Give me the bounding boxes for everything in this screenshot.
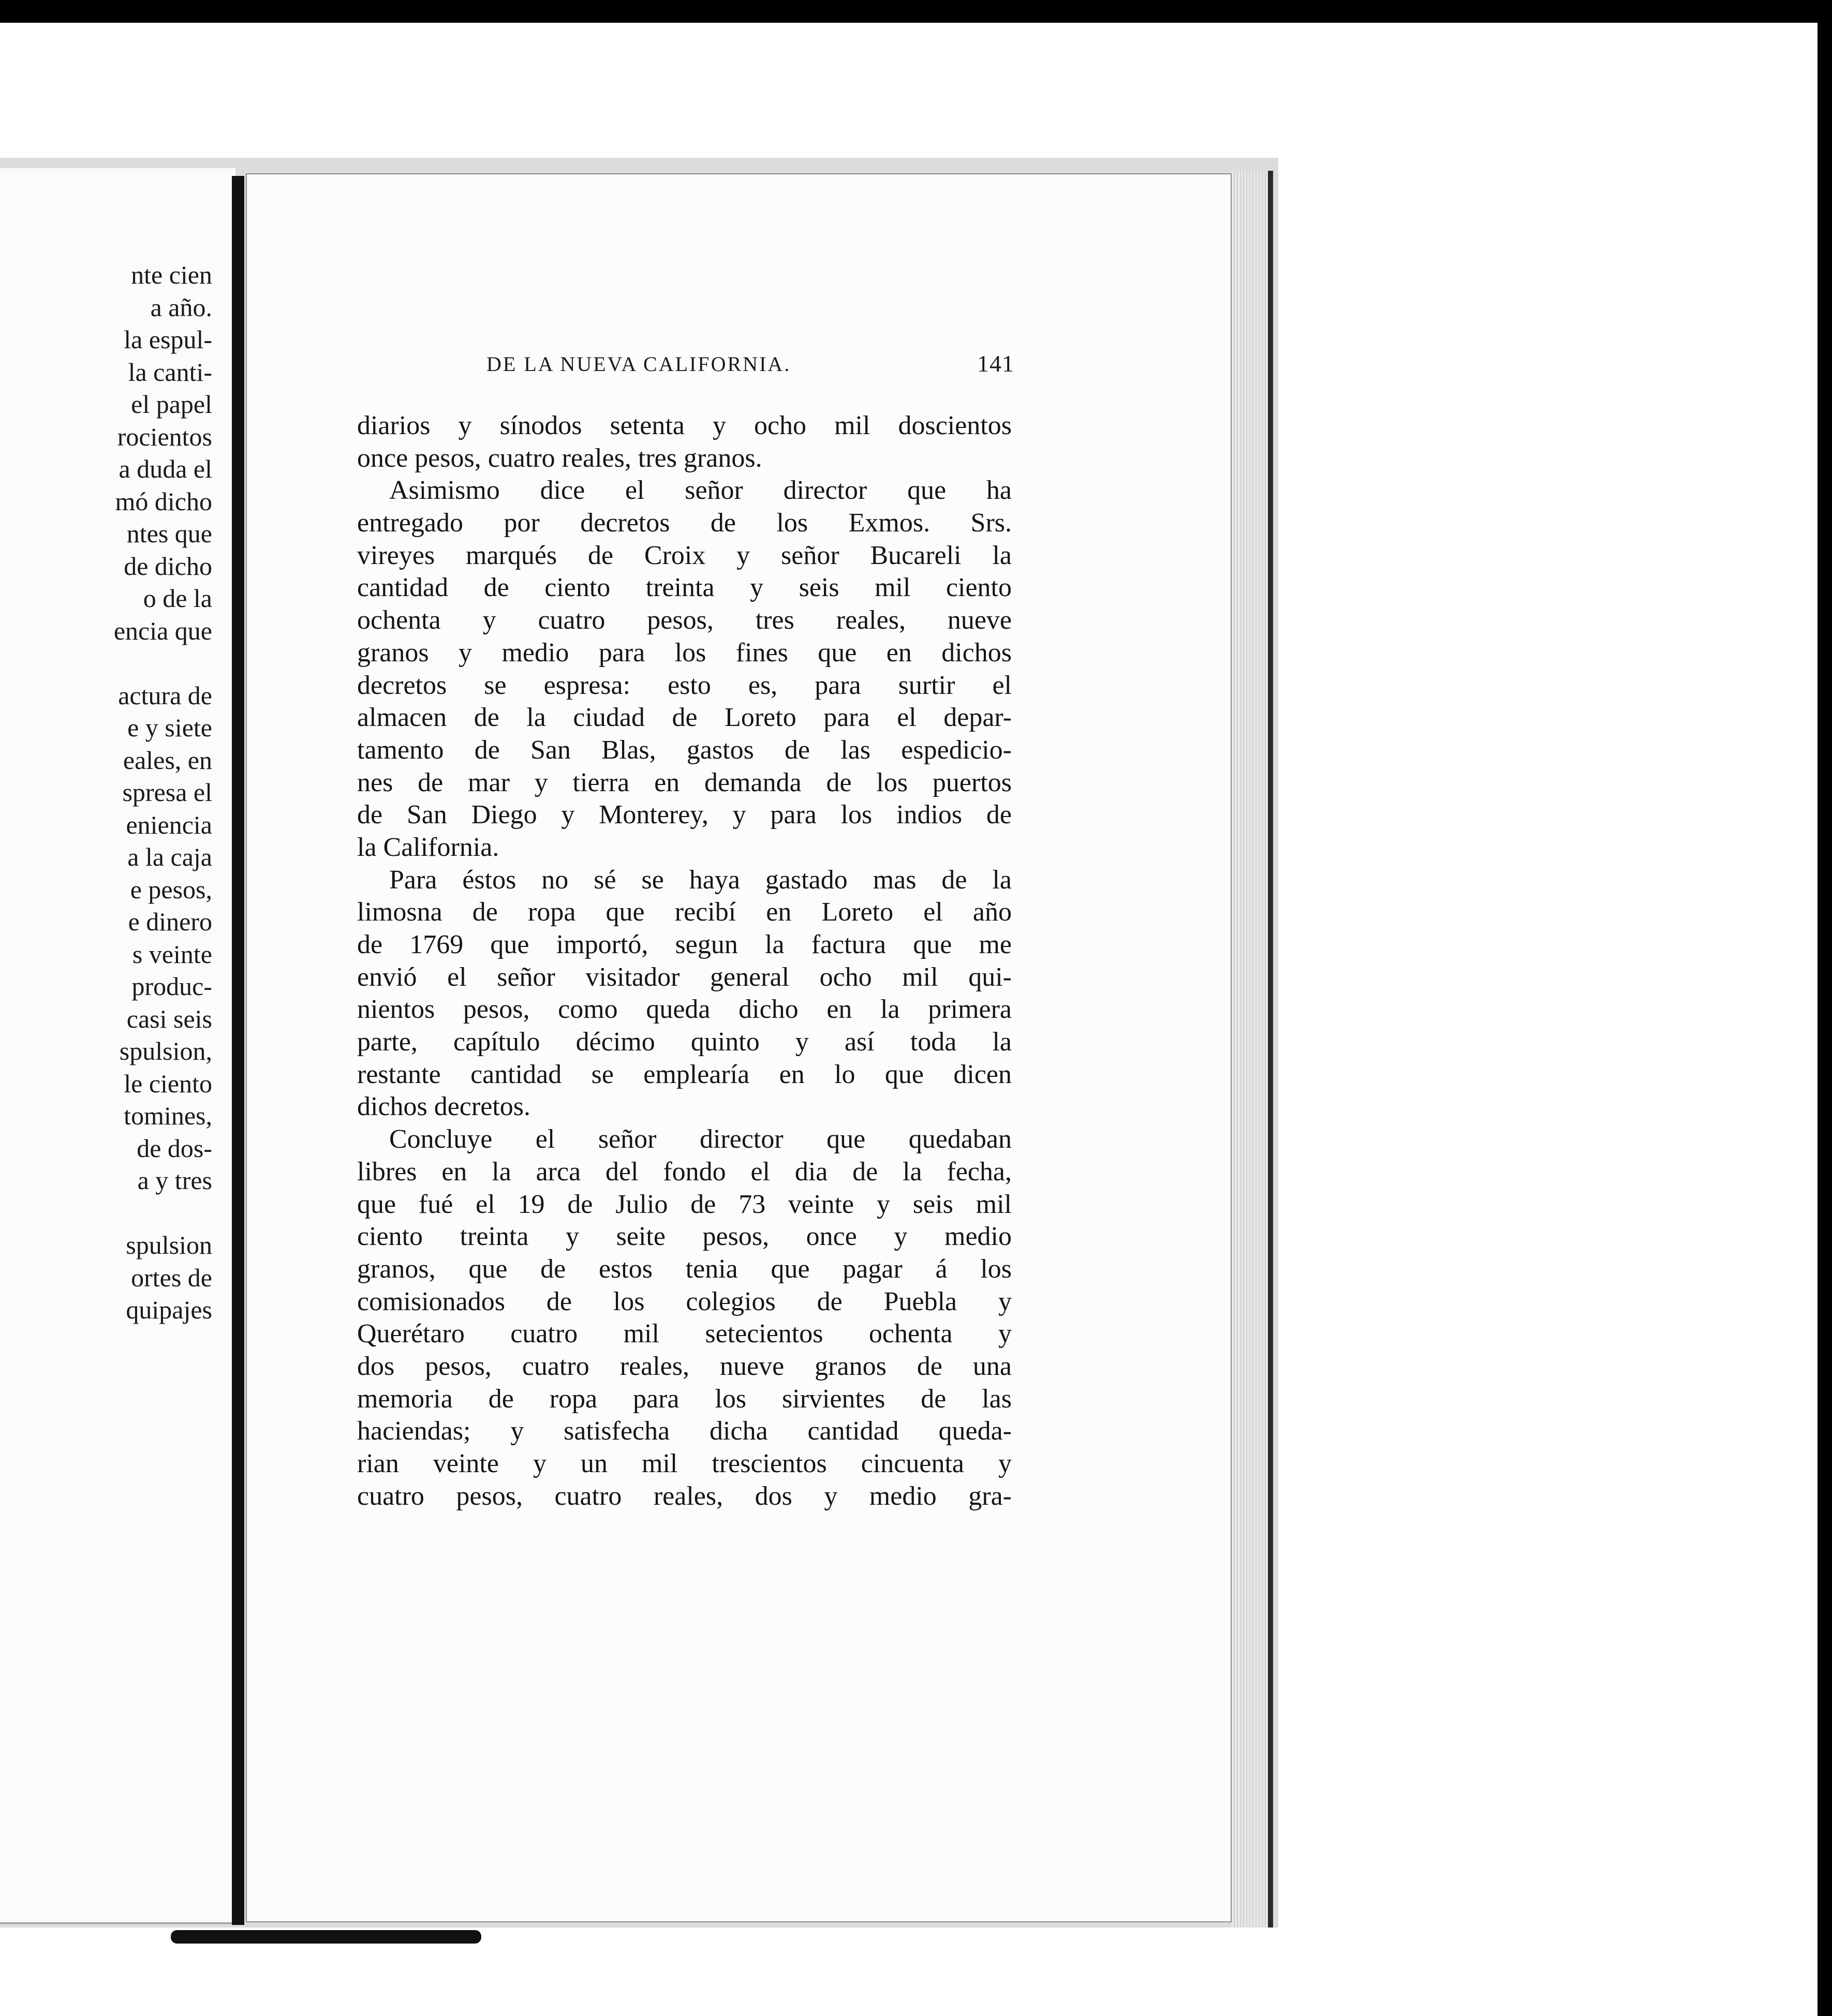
- left-line: encia que: [113, 616, 212, 645]
- left-line: produc-: [131, 972, 212, 1001]
- text-line: libres en la arca del fondo el dia de la fecha,: [357, 1157, 1012, 1187]
- text-line: cuatro pesos, cuatro reales, dos y medio gra-: [357, 1481, 1012, 1511]
- text-line: rian veinte y un mil trescientos cincuenta y: [357, 1449, 1012, 1478]
- left-line: nte cien: [131, 260, 212, 289]
- left-line: rocientos: [117, 422, 212, 451]
- left-line: e pesos,: [130, 874, 212, 904]
- text-line: granos y medio para los fines que en dichos: [357, 638, 1012, 668]
- text-line: la California.: [357, 832, 499, 862]
- left-line: [0, 647, 212, 679]
- text-line: ochenta y cuatro pesos, tres reales, nueve: [357, 605, 1012, 635]
- left-line: eales, en: [123, 745, 212, 775]
- left-line: spresa el: [122, 778, 212, 807]
- top-border: [0, 0, 1832, 23]
- text-line: restante cantidad se emplearía en lo que dicen: [357, 1059, 1012, 1089]
- left-line: a año.: [150, 292, 212, 322]
- left-line: tomines,: [124, 1101, 212, 1130]
- text-line: haciendas; y satisfecha dicha cantidad queda-: [357, 1416, 1012, 1446]
- text-line: nientos pesos, como queda dicho en la primera: [357, 995, 1012, 1025]
- text-line: ciento treinta y seite pesos, once y medio: [357, 1222, 1012, 1252]
- text-line: que fué el 19 de Julio de 73 veinte y seis mil: [357, 1189, 1012, 1219]
- binding-shadow: [171, 1930, 481, 1944]
- text-line: almacen de la ciudad de Loreto para el depar-: [357, 703, 1012, 733]
- text-line: envió el señor visitador general ocho mil qui-: [357, 962, 1012, 992]
- text-line: Para éstos no sé se haya gastado mas de la: [389, 865, 1012, 895]
- text-line: limosna de ropa que recibí en Loreto el año: [357, 897, 1012, 927]
- text-line: Asimismo dice el señor director que ha: [389, 476, 1012, 506]
- left-line: ntes que: [126, 519, 212, 548]
- text-line: tamento de San Blas, gastos de las espedicio-: [357, 735, 1012, 765]
- text-line: de San Diego y Monterey, y para los indios de: [357, 800, 1012, 830]
- book-gutter: [232, 176, 244, 1925]
- text-line: parte, capítulo décimo quinto y así toda la: [357, 1027, 1012, 1057]
- left-line: a duda el: [119, 454, 212, 483]
- left-line: la canti-: [128, 357, 212, 387]
- text-line: nes de mar y tierra en demanda de los puertos: [357, 767, 1012, 797]
- body-text: [357, 410, 1012, 1513]
- left-line: a la caja: [127, 842, 212, 871]
- right-border: [1818, 0, 1832, 2016]
- left-line: [0, 1197, 212, 1229]
- left-page-text: [0, 259, 212, 1326]
- left-line: spulsion,: [119, 1036, 212, 1065]
- text-line: de 1769 que importó, segun la factura que me: [357, 930, 1012, 959]
- left-line: ortes de: [131, 1263, 212, 1292]
- left-line: la espul-: [124, 325, 212, 354]
- left-line: casi seis: [126, 1004, 212, 1033]
- left-line: eniencia: [126, 810, 212, 839]
- left-line: o de la: [143, 584, 212, 613]
- left-line: de dos-: [137, 1133, 212, 1163]
- text-line: diarios y sínodos setenta y ocho mil doscientos: [357, 411, 1012, 440]
- text-line: entregado por decretos de los Exmos. Srs.: [357, 508, 1012, 538]
- text-line: dos pesos, cuatro reales, nueve granos de una: [357, 1351, 1012, 1381]
- text-line: decretos se espresa: esto es, para surtir el: [357, 670, 1012, 700]
- text-line: Concluye el señor director que quedaban: [389, 1124, 1012, 1154]
- text-line: Querétaro cuatro mil setecientos ochenta y: [357, 1319, 1012, 1349]
- text-line: comisionados de los colegios de Puebla y: [357, 1286, 1012, 1316]
- text-line: once pesos, cuatro reales, tres granos.: [357, 443, 762, 473]
- left-line: quipajes: [126, 1295, 212, 1324]
- left-line: s veinte: [132, 939, 212, 969]
- left-line: spulsion: [126, 1231, 212, 1259]
- left-line: mó dicho: [115, 486, 212, 516]
- left-line: el papel: [131, 390, 212, 419]
- text-line: vireyes marqués de Croix y señor Bucareli la: [357, 540, 1012, 570]
- text-line: cantidad de ciento treinta y seis mil ciento: [357, 573, 1012, 603]
- left-line: e y siete: [127, 713, 212, 742]
- text-line: dichos decretos.: [357, 1092, 531, 1122]
- running-title: DE LA NUEVA CALIFORNIA.: [486, 352, 791, 376]
- page-edges: [1232, 171, 1273, 1928]
- page-number: 141: [977, 350, 1014, 377]
- text-line: memoria de ropa para los sirvientes de las: [357, 1384, 1012, 1414]
- left-line: de dicho: [124, 551, 212, 581]
- left-line: actura de: [118, 680, 212, 710]
- left-line: le ciento: [124, 1069, 212, 1098]
- text-line: granos, que de estos tenia que pagar á los: [357, 1254, 1012, 1284]
- left-line: a y tres: [137, 1166, 212, 1195]
- left-line: e dinero: [128, 907, 212, 936]
